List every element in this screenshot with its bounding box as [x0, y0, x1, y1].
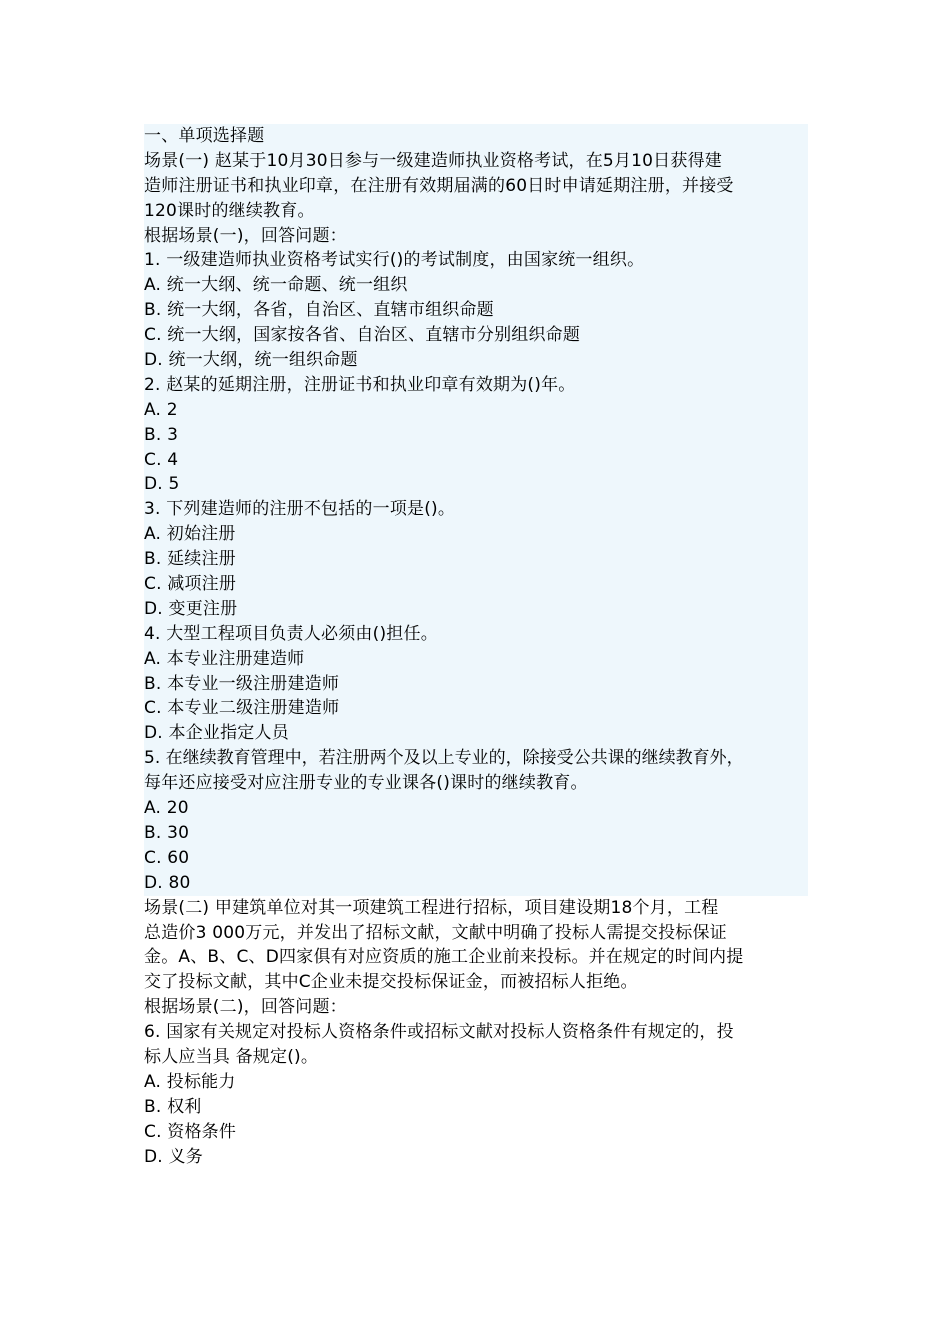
question-4-option-d: D. 本企业指定人员 — [144, 723, 289, 744]
question-6-line-1: 6. 国家有关规定对投标人资格条件或招标文献对投标人资格条件有规定的，投 — [144, 1020, 808, 1045]
question-3-option-a: A. 初始注册 — [144, 524, 236, 545]
document-body — [144, 124, 808, 1169]
question-4: 4. 大型工程项目负责人必须由()担任。 — [144, 623, 438, 644]
question-4-option-b: B. 本专业一级注册建造师 — [144, 673, 340, 694]
question-5-option-c: C. 60 — [144, 847, 190, 868]
scenario-2-text-line-4: 交了投标文献，其中C企业未提交投标保证金，而被招标人拒绝。 — [144, 970, 808, 995]
question-3-option-c: C. 减项注册 — [144, 574, 237, 595]
question-5-line-1: 5. 在继续教育管理中，若注册两个及以上专业的，除接受公共课的继续教育外， — [144, 748, 744, 769]
scenario-2-text-line-2: 总造价3 000万元，并发出了招标文献，文献中明确了投标人需提交投标保证 — [144, 921, 808, 946]
question-3-option-d: D. 变更注册 — [144, 598, 238, 619]
question-2-option-c: C. 4 — [144, 449, 179, 470]
question-4-option-c: C. 本专业二级注册建造师 — [144, 698, 340, 719]
question-6-line-2: 标人应当具 备规定()。 — [144, 1045, 808, 1070]
scenario-1-text-line-2: 造师注册证书和执业印章，在注册有效期届满的60日时申请延期注册，并接受 — [144, 175, 734, 196]
question-2-option-d: D. 5 — [144, 474, 180, 495]
question-2: 2. 赵某的延期注册，注册证书和执业印章有效期为()年。 — [144, 374, 576, 395]
scenario-1-prompt: 根据场景(一)，回答问题： — [144, 225, 347, 246]
section-heading: 一、单项选择题 — [144, 126, 265, 146]
question-6-option-d: D. 义务 — [144, 1145, 808, 1170]
question-1-option-a: A. 统一大纲、统一命题、统一组织 — [144, 275, 408, 296]
question-1-option-d: D. 统一大纲，统一组织命题 — [144, 350, 358, 371]
question-6-option-b: B. 权利 — [144, 1095, 808, 1120]
scenario-2-text-line-3: 金。A、B、C、D四家俱有对应资质的施工企业前来投标。并在规定的时间内提 — [144, 945, 808, 970]
question-5-line-2: 每年还应接受对应注册专业的专业课各()课时的继续教育。 — [144, 773, 588, 794]
scenario-2-text-line-1: 场景(二) 甲建筑单位对其一项建筑工程进行招标，项目建设期18个月，工程 — [144, 896, 808, 921]
question-6-option-c: C. 资格条件 — [144, 1120, 808, 1145]
question-2-option-b: B. 3 — [144, 424, 179, 445]
question-5-option-a: A. 20 — [144, 798, 189, 819]
question-4-option-a: A. 本专业注册建造师 — [144, 648, 305, 669]
scenario-1-text-line-3: 120课时的继续教育。 — [144, 200, 315, 221]
question-5-option-d: D. 80 — [144, 872, 191, 893]
question-1-option-c: C. 统一大纲，国家按各省、自治区、直辖市分别组织命题 — [144, 325, 581, 346]
question-5-option-b: B. 30 — [144, 822, 190, 843]
scenario-1-text-line-1: 场景(一) 赵某于10月30日参与一级建造师执业资格考试，在5月10日获得建 — [144, 150, 722, 171]
question-2-option-a: A. 2 — [144, 399, 178, 420]
question-6-option-a: A. 投标能力 — [144, 1070, 808, 1095]
question-1: 1. 一级建造师执业资格考试实行()的考试制度，由国家统一组织。 — [144, 250, 645, 271]
scenario-2-prompt: 根据场景(二)，回答问题： — [144, 995, 808, 1020]
question-3-option-b: B. 延续注册 — [144, 549, 236, 570]
question-1-option-b: B. 统一大纲，各省，自治区、直辖市组织命题 — [144, 300, 494, 321]
question-3: 3. 下列建造师的注册不包括的一项是()。 — [144, 499, 456, 520]
